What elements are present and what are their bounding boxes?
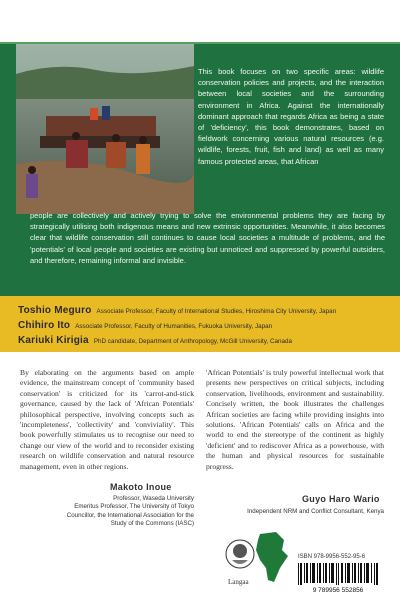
barcode-bars [298, 563, 378, 585]
cover-photo [16, 44, 194, 214]
author-name: Chihiro Ito [18, 320, 71, 331]
africa-map-icon [220, 524, 292, 590]
credential-line: Councillor, the International Association for the [66, 511, 194, 519]
endorser-credentials-right [206, 508, 384, 516]
author-name: Toshio Meguro [18, 305, 92, 316]
barcode-graphic [296, 563, 380, 593]
top-band [0, 0, 400, 44]
photo-river-boat-scene [16, 44, 194, 214]
author-row [18, 305, 336, 316]
endorsement-text-right: 'African Potentials' is truly powerful intellectual work that presents new perspectives on critical subjects, including conservation, livelihoods, environment and sustainability. Concisely written, the book illustrates the challenges African societies are facing while providing insights into solutions. 'African Potentials' calls on Africa and the world to end the stereotype of the continent as highly 'deficient' and to rediscover Africa as a powerhouse, with the human and physical resources for sustainable progress. [206, 368, 384, 471]
author-affiliation: PhD candidate, Department of Anthropology, McGill University, Canada [93, 338, 293, 345]
publisher-logo [220, 524, 292, 590]
author-row [18, 335, 292, 346]
blurb-paragraph-top: This book focuses on two specific areas: wildlife conservation policies and projects, and the interaction between local societies and the surrounding environment in Africa. Against the internationally dominant approach that regards Africa as being a state of 'deficiency', this book demonstrates, based on fieldwork concerning various natural resources (e.g. wildlife, forests, fruit, fish and land) as well as many famous protected areas, that African [198, 67, 384, 166]
credential-line: Professor, Waseda University [113, 495, 194, 502]
publisher-logo-label: Langaa [228, 578, 249, 586]
credential-line: Independent NRM and Conflict Consultant, Kenya [247, 508, 384, 515]
author-affiliation: Associate Professor, Faculty of International Studies, Hiroshima City University, Japan [96, 308, 337, 315]
credential-line: Study of the Commons (IASC) [110, 520, 194, 528]
endorser-name-left: Makoto Inoue [110, 482, 172, 492]
endorsement-text-left: By elaborating on the arguments based on ample evidence, the mainstream concept of 'community based conservation' is criticized for its 'carrot-and-stick governance, caused by the lack of 'African Potentials' philosophical perspective, involving concepts such as 'incompleteness', 'collectivity' and 'conviviality'. This book powerfully stimulates us to recognise our need to change our view of the world and to reconsider existing research on wildlife conservation and natural resource management, even in other regions. [20, 368, 194, 471]
isbn-label: ISBN 978-9956-552-95-6 [298, 554, 366, 560]
barcode [296, 563, 380, 593]
authors-band [0, 296, 400, 352]
author-row [18, 320, 272, 331]
endorser-name-right: Guyo Haro Wario [302, 494, 380, 504]
endorser-credentials-left [30, 495, 194, 529]
blurb-paragraph-bottom: people are collectively and actively trying to solve the environmental problems they are facing by strategically utilising both indigenous means and new extrinsic opportunities. Meanwhile, it also becomes clear that wildlife conservation still continues to cause local societies a multitude of problems, and the 'potentials' of local people and societies are existing but unnoticed and suppressed by powerful outsiders, and therefore, remaining informal and invisible. [30, 211, 385, 265]
author-name: Kariuki Kirigia [18, 335, 89, 346]
credential-line: Emeritus Professor, The University of Tokyo [74, 503, 194, 511]
author-affiliation: Associate Professor, Faculty of Humanities, Fukuoka University, Japan [75, 323, 273, 330]
barcode-digits: 9 789956 552856 [312, 587, 364, 593]
